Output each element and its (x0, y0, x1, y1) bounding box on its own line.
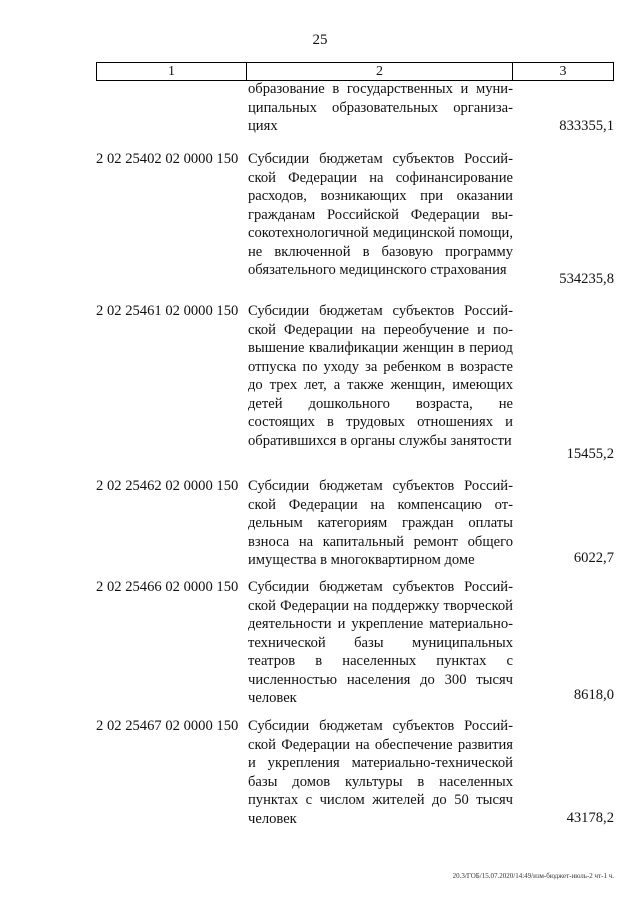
row-amount: 534235,8 (559, 271, 614, 287)
row-description: Субсидии бюджетам субъектов Российской Федерации на компенсацию отдельным категориям граждан оплаты взноса на капитальный ремонт общего имущества в многоквартирном доме (248, 478, 513, 568)
header-col-3: 3 (559, 63, 567, 79)
row-code: 2 02 25461 02 0000 150 (96, 303, 239, 319)
row-description: Субсидии бюджетам субъектов Российской Федерации на софинансирование расходов, возникающих при оказании гражданам Российской Федерации высокотехнологичной медицинской помощи, не включенной в базовую программу обязательного медицинского страхования (248, 151, 513, 278)
document-footer-id: 20.3/ГОБ/15.07.2020/14:49/изм-бюджет-июль-2 чт-1 ч. (452, 872, 614, 880)
header-col-2: 2 (247, 63, 513, 80)
row-amount: 6022,7 (573, 550, 614, 566)
row-code: 2 02 25467 02 0000 150 (96, 718, 239, 734)
row-description: образование в государственных и муниципальных образовательных организациях (248, 81, 513, 134)
row-code: 2 02 25466 02 0000 150 (96, 579, 239, 595)
header-col-1: 1 (97, 63, 247, 80)
page-number: 25 (312, 32, 328, 48)
row-amount: 8618,0 (573, 687, 614, 703)
row-amount: 43178,2 (566, 810, 614, 826)
row-code: 2 02 25462 02 0000 150 (96, 478, 239, 494)
row-description: Субсидии бюджетам субъектов Российской Федерации на обеспечение развития и укрепления материально-технической базы домов культуры в населенных пунктах с числом жителей до 50 тысяч человек (248, 718, 513, 827)
row-code: 2 02 25402 02 0000 150 (96, 151, 239, 167)
table-header (96, 62, 614, 81)
row-amount: 15455,2 (566, 446, 614, 462)
row-description: Субсидии бюджетам субъектов Российской Федерации на поддержку творческой деятельности и укрепление материально-технической базы муниципальных театров в населенных пунктах с численностью населения до 300 тысяч человек (248, 579, 513, 706)
row-description: Субсидии бюджетам субъектов Российской Федерации на переобучение и повышение квалификации женщин в период отпуска по уходу за ребенком в возрасте до трех лет, а также женщин, имеющих детей дошкольного возраста, не состоящих в трудовых отношениях и обратившихся в органы службы занятости (248, 303, 513, 449)
row-amount: 833355,1 (559, 118, 614, 134)
